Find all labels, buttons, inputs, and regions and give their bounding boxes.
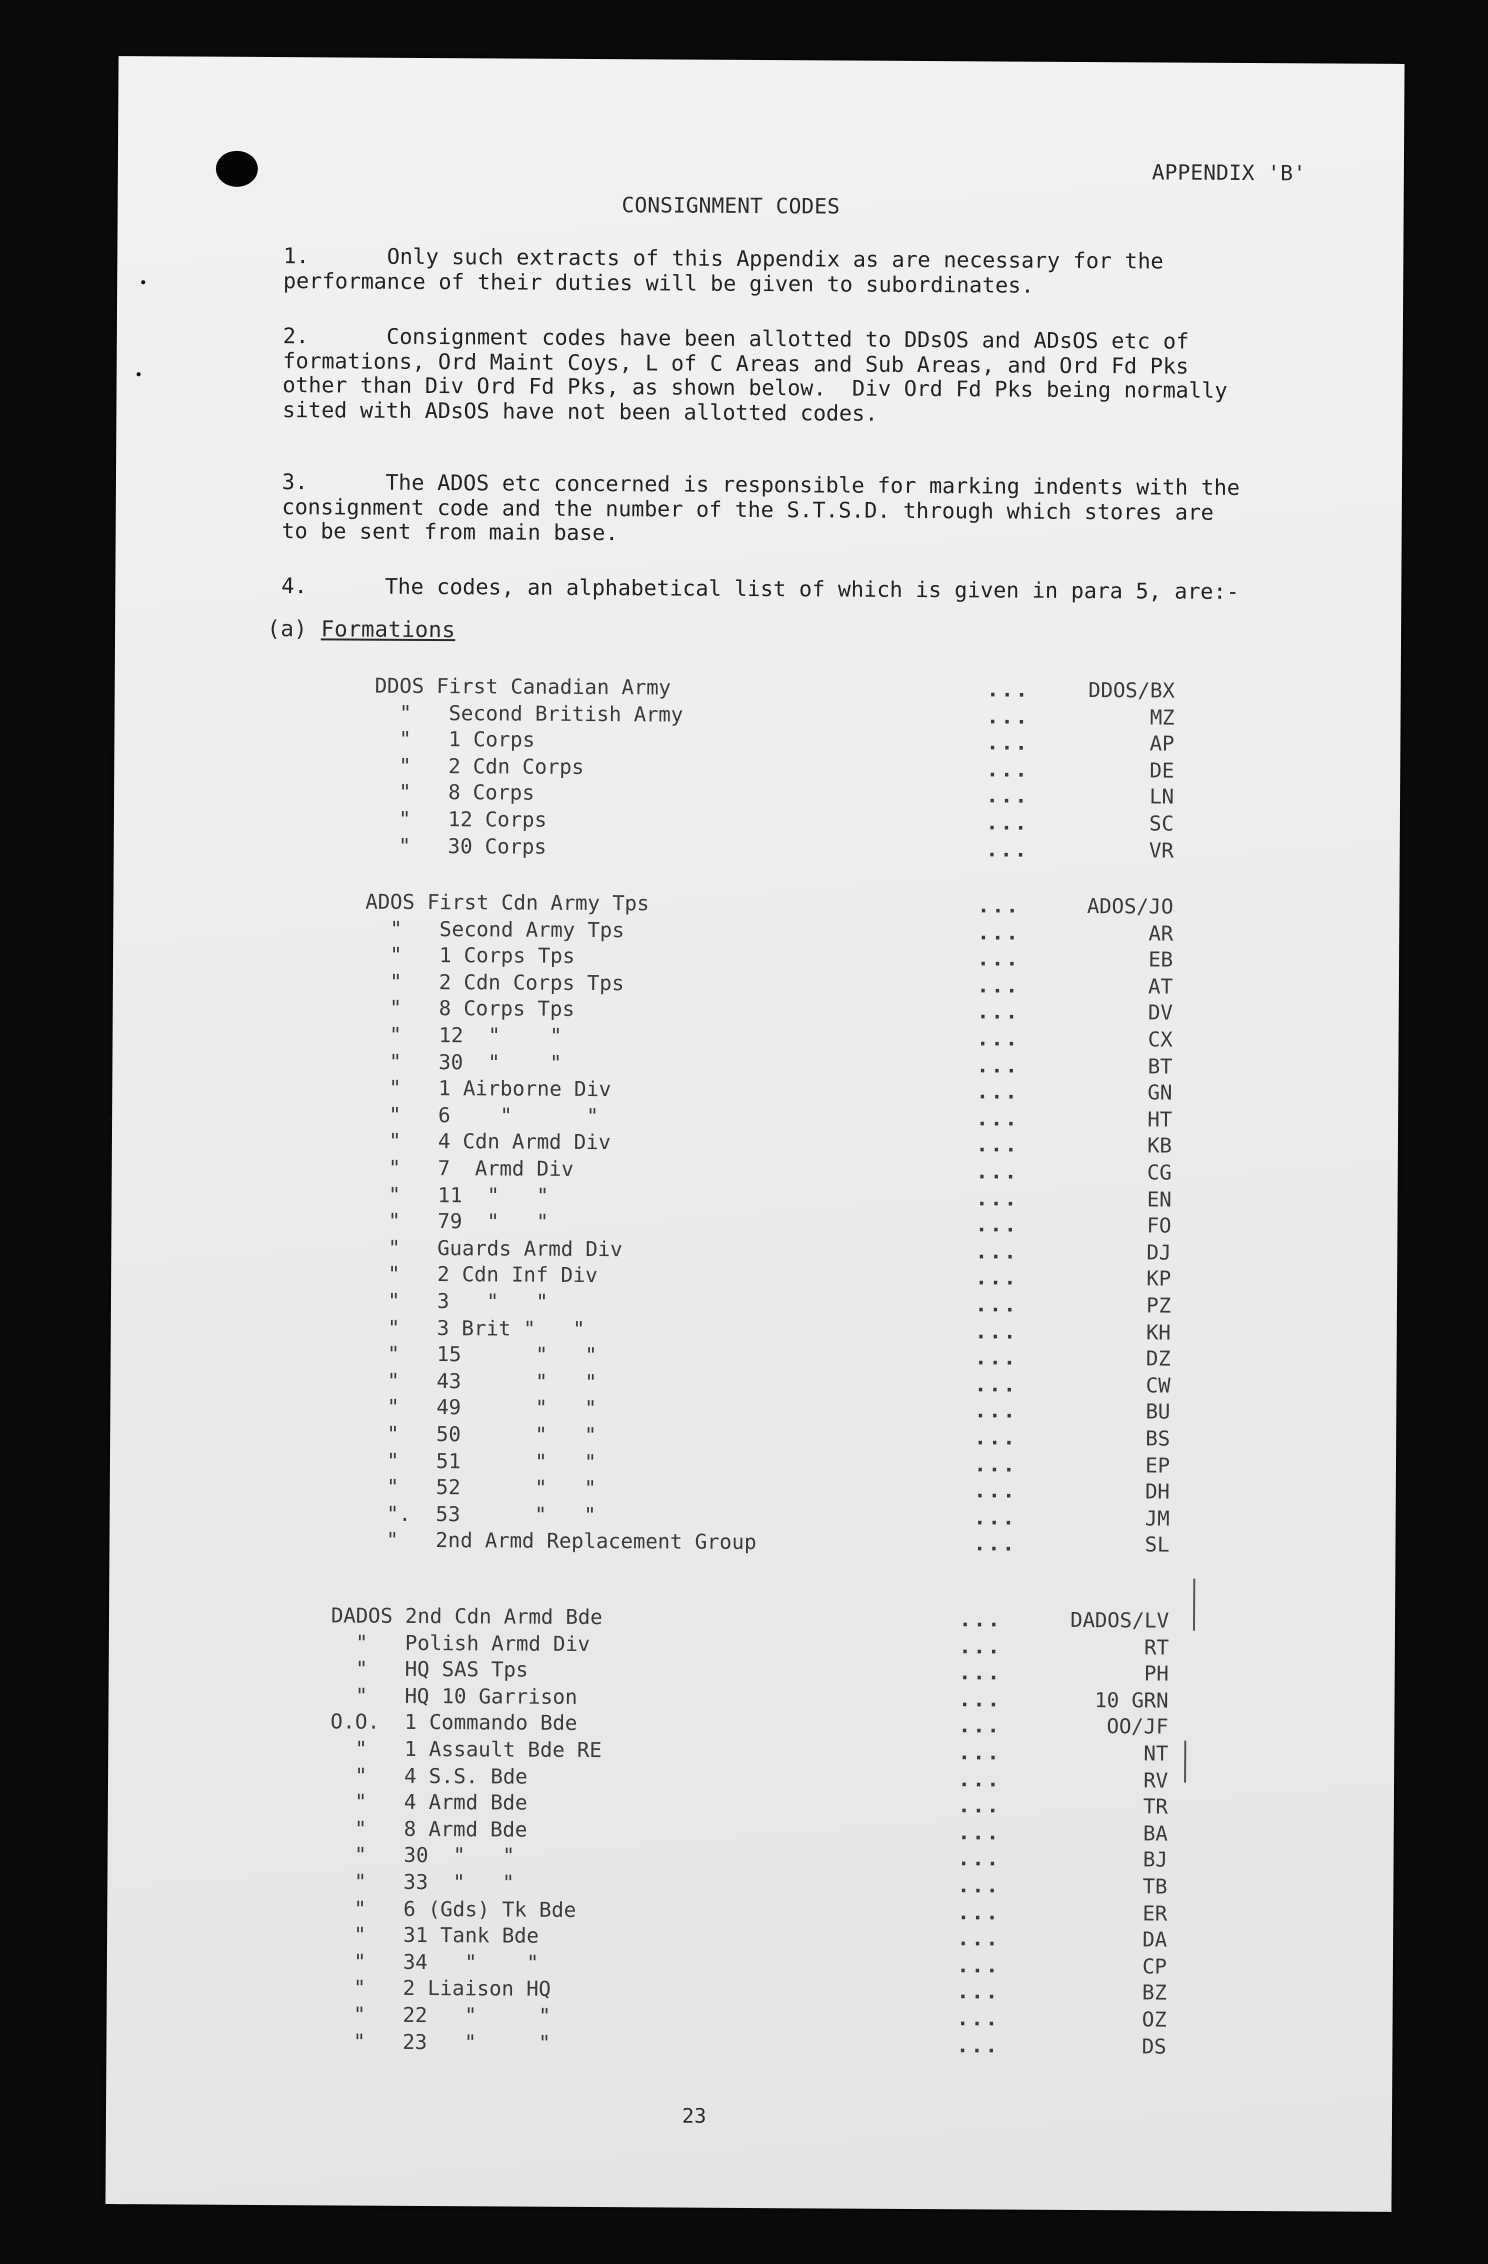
document-page [105,56,1404,2212]
table-row [361,1528,1169,1559]
formation-label: " 11 " " [363,1182,549,1208]
formation-label: " 4 Cdn Armd Div [363,1129,611,1155]
leader-dots: ... [976,1026,1020,1051]
consignment-code: BA [1142,1821,1168,1846]
table-row [365,890,1173,921]
paragraph-4: 4. The codes, an alphabetical list of which is given in para 5, are:- [281,574,1240,605]
consignment-code: AT [1148,974,1173,999]
subheading-prefix: (a) [266,617,321,643]
formation-label: " 2 Cdn Corps Tps [364,969,625,995]
formation-label: " 2nd Armd Replacement Group [361,1527,757,1555]
table-row [374,753,1174,784]
table-row [362,1422,1170,1453]
formation-label: " 23 " " [328,2029,551,2055]
leader-dots: ... [974,1425,1018,1450]
leader-dots: ... [958,1713,1002,1738]
leader-dots: ... [976,1052,1020,1078]
consignment-code: EB [1148,947,1174,972]
formation-label: ADOS First Cdn Army Tps [365,889,650,916]
table-row [363,1235,1171,1266]
formation-label: " 8 Corps [374,780,535,806]
leader-dots: ... [958,1687,1002,1712]
formation-label: " 52 " " [361,1474,597,1501]
table-row [363,1209,1171,1240]
consignment-code: SL [1144,1532,1170,1557]
leader-dots: ... [985,836,1029,862]
consignment-code: TR [1143,1794,1168,1819]
formation-label: " 1 Airborne Div [364,1075,612,1102]
leader-dots: ... [986,730,1030,755]
table-row [363,1289,1171,1320]
leader-dots: ... [974,1372,1018,1397]
consignment-code: PH [1143,1661,1169,1686]
consignment-code: 10 GRN [1094,1687,1169,1713]
formation-label: " 2 Liaison HQ [328,1975,552,2002]
leader-dots: ... [977,946,1021,971]
table-row [364,1129,1172,1160]
leader-dots: ... [976,999,1020,1025]
consignment-code: SC [1149,811,1174,836]
formation-label: " 3 Brit " " [362,1315,586,1341]
consignment-code: OO/JF [1106,1714,1169,1739]
leader-dots: ... [977,919,1021,945]
formation-label: " 8 Armd Bde [329,1816,528,1842]
consignment-code: FO [1146,1213,1172,1238]
formation-label: " 1 Assault Bde RE [330,1736,602,1763]
formation-label: " 15 " " [362,1341,598,1368]
speck [137,372,141,376]
consignment-code: EP [1145,1452,1171,1478]
leader-dots: ... [986,677,1030,702]
leader-dots: ... [975,1132,1020,1158]
table-row [363,1262,1171,1293]
formation-label: " HQ SAS Tps [330,1656,529,1682]
leader-dots: ... [985,783,1030,809]
consignment-code: CX [1147,1027,1173,1052]
consignment-code: ER [1142,1900,1168,1926]
consignment-code: BU [1145,1399,1171,1424]
paragraph-3: 3. The ADOS etc concerned is responsible for marking indents with the consignment code and the number of the S.T.S.D. through which stores are to be sent from main base. [281,470,1240,547]
formation-label: " 2 Cdn Corps [374,753,585,779]
formation-label: " 1 Corps [374,726,535,752]
table-row [365,969,1173,1000]
formation-label: " Second Army Tps [365,916,625,942]
table-row [364,1102,1172,1133]
formation-label: " 34 " " [328,1949,539,1975]
consignment-code: EN [1146,1186,1172,1212]
leader-dots: ... [957,1820,1001,1845]
table-row [374,700,1174,731]
formation-label: " 6 (Gds) Tk Bde [329,1896,577,1922]
subheading-formations [267,617,455,643]
consignment-code: CP [1142,1954,1167,1979]
table-row [362,1501,1170,1532]
appendix-label: APPENDIX 'B' [1151,160,1307,186]
formation-label: " 43 " " [362,1368,598,1394]
consignment-code: LN [1149,784,1175,809]
table-row [362,1475,1170,1506]
table-row [328,2029,1166,2060]
consignment-code: RV [1143,1767,1169,1793]
leader-dots: ... [975,1212,1019,1237]
consignment-code: KB [1147,1133,1173,1158]
formation-label: " Polish Armd Div [330,1630,591,1656]
table-row [375,674,1175,705]
table-row [364,1182,1172,1213]
consignment-code: DDOS/BX [1088,678,1175,703]
table-row [374,780,1174,811]
leader-dots: ... [957,1846,1001,1871]
leader-dots: ... [956,1953,1001,1978]
leader-dots: ... [973,1451,1018,1477]
consignment-code: DA [1142,1927,1168,1952]
consignment-code: CG [1147,1160,1172,1185]
margin-line [1193,1579,1195,1631]
leader-dots: ... [976,1106,1020,1131]
formation-label: " 7 Armd Div [363,1155,574,1181]
leader-dots: ... [958,1660,1002,1685]
leader-dots: ... [956,2006,1000,2031]
consignment-code: CW [1145,1373,1171,1398]
formation-label: " 30 " " [329,1842,515,1868]
leader-dots: ... [957,1793,1002,1818]
leader-dots: ... [986,704,1030,729]
leader-dots: ... [976,973,1021,998]
leader-dots: ... [975,1239,1019,1264]
formation-label: " 1 Corps Tps [365,942,575,969]
leader-dots: ... [958,1607,1003,1632]
subheading-label: Formations [320,617,456,644]
paragraph-1: 1. Only such extracts of this Appendix as are necessary for the performance of their duties will be given to subordinates. [283,244,1164,299]
leader-dots: ... [985,810,1030,835]
consignment-code: DJ [1146,1240,1172,1265]
speck [108,1116,112,1120]
table-row [363,1315,1171,1346]
leader-dots: ... [973,1478,1017,1503]
speck [141,280,145,284]
consignment-code: AP [1149,731,1175,756]
leader-dots: ... [973,1531,1017,1556]
consignment-code: NT [1143,1741,1169,1766]
consignment-code: TB [1142,1874,1168,1899]
consignment-code: RT [1144,1634,1169,1660]
formation-label: " 33 " " [329,1869,515,1895]
leader-dots: ... [986,757,1030,782]
margin-line [1184,1741,1186,1783]
leader-dots: ... [974,1345,1018,1370]
leader-dots: ... [956,1979,1000,2004]
formation-label: " HQ 10 Garrison [330,1683,578,1709]
consignment-code: BJ [1142,1847,1168,1872]
formation-label: DADOS 2nd Cdn Armd Bde [330,1603,603,1630]
formation-label: " 12 Corps [373,806,547,832]
formation-label: " 31 Tank Bde [329,1922,539,1948]
consignment-code: DV [1147,1000,1173,1025]
punch-hole [216,151,258,187]
table-row [365,1023,1173,1054]
leader-dots: ... [957,1926,1001,1951]
leader-dots: ... [973,1505,1017,1530]
table-row [365,943,1173,974]
formation-label: " 30 " " [364,1049,562,1075]
consignment-code: BT [1147,1053,1173,1079]
leader-dots: ... [958,1740,1002,1765]
leader-dots: ... [958,1633,1002,1659]
table-row [365,996,1173,1027]
leader-dots: ... [974,1292,1019,1317]
table-row [374,727,1174,758]
leader-dots: ... [957,1899,1001,1925]
formation-label: " 4 Armd Bde [329,1789,528,1815]
table-row [365,916,1173,947]
leader-dots: ... [977,893,1021,918]
consignment-code: GN [1147,1080,1173,1105]
leader-dots: ... [976,1079,1020,1104]
consignment-code: ADOS/JO [1086,894,1174,919]
consignment-code: JM [1144,1506,1170,1531]
formation-label: " 6 " " [364,1102,599,1128]
formation-label: " 49 " " [362,1394,597,1421]
consignment-code: MZ [1149,704,1175,730]
leader-dots: ... [974,1318,1018,1344]
table-row [362,1395,1170,1426]
formation-label: " 50 " " [362,1421,597,1448]
table-row [362,1368,1170,1399]
leader-dots: ... [975,1265,1019,1291]
paragraph-2: 2. Consignment codes have been allotted to DDsOS and ADsOS etc of formations, Ord Maint Coys, L of C Areas and Sub Areas, and Ord Fd Pks other than Div Ord Fd Pks, as shown below. Div Ord Fd Pks being normally sited with ADsOS have not been allotted codes. [282,324,1228,427]
leader-dots: ... [957,1766,1002,1792]
formation-label: " Second British Army [374,700,684,727]
formation-label: " 8 Corps Tps [364,996,575,1022]
consignment-code: HT [1147,1107,1173,1132]
formation-label: " 12 " " [364,1022,563,1048]
page-title: CONSIGNMENT CODES [621,193,841,219]
formation-label: " 79 " " [363,1208,549,1234]
formation-label: " Guards Armd Div [363,1235,623,1261]
table-row [364,1049,1172,1080]
consignment-code: DH [1145,1479,1170,1504]
consignment-code: OZ [1141,2007,1167,2032]
page-number: 23 [681,2103,707,2128]
formation-label: " 2 Cdn Inf Div [363,1261,598,1288]
formation-label: " 3 " " [362,1288,549,1314]
consignment-code: DADOS/LV [1070,1607,1170,1633]
table-row [374,807,1174,838]
consignment-code: BS [1145,1426,1171,1451]
leader-dots: ... [974,1398,1018,1423]
consignment-code: DE [1149,758,1175,783]
consignment-code: AR [1148,920,1174,946]
consignment-code: VR [1148,837,1174,863]
leader-dots: ... [975,1185,1019,1211]
leader-dots: ... [956,2032,1000,2058]
leader-dots: ... [975,1159,1019,1184]
formation-label: ". 53 " " [361,1501,597,1527]
table-row [364,1076,1172,1107]
consignment-code: KP [1146,1266,1172,1291]
consignment-code: DS [1141,2033,1167,2059]
table-row [362,1448,1170,1479]
consignment-code: KH [1146,1319,1171,1345]
formation-label: " 30 Corps [373,833,547,859]
table-row [363,1342,1171,1373]
formation-label: O.O. 1 Commando Bde [330,1709,578,1736]
leader-dots: ... [957,1873,1001,1898]
consignment-code: BZ [1142,1980,1167,2005]
formation-label: DDOS First Canadian Army [374,673,672,700]
table-row [374,833,1174,864]
consignment-code: DZ [1145,1346,1171,1371]
formation-label: " 4 S.S. Bde [330,1763,528,1789]
formation-label: " 51 " " [361,1448,597,1474]
formation-label: " 22 " " [328,2002,551,2028]
consignment-code: PZ [1146,1293,1172,1318]
table-row [364,1156,1172,1187]
